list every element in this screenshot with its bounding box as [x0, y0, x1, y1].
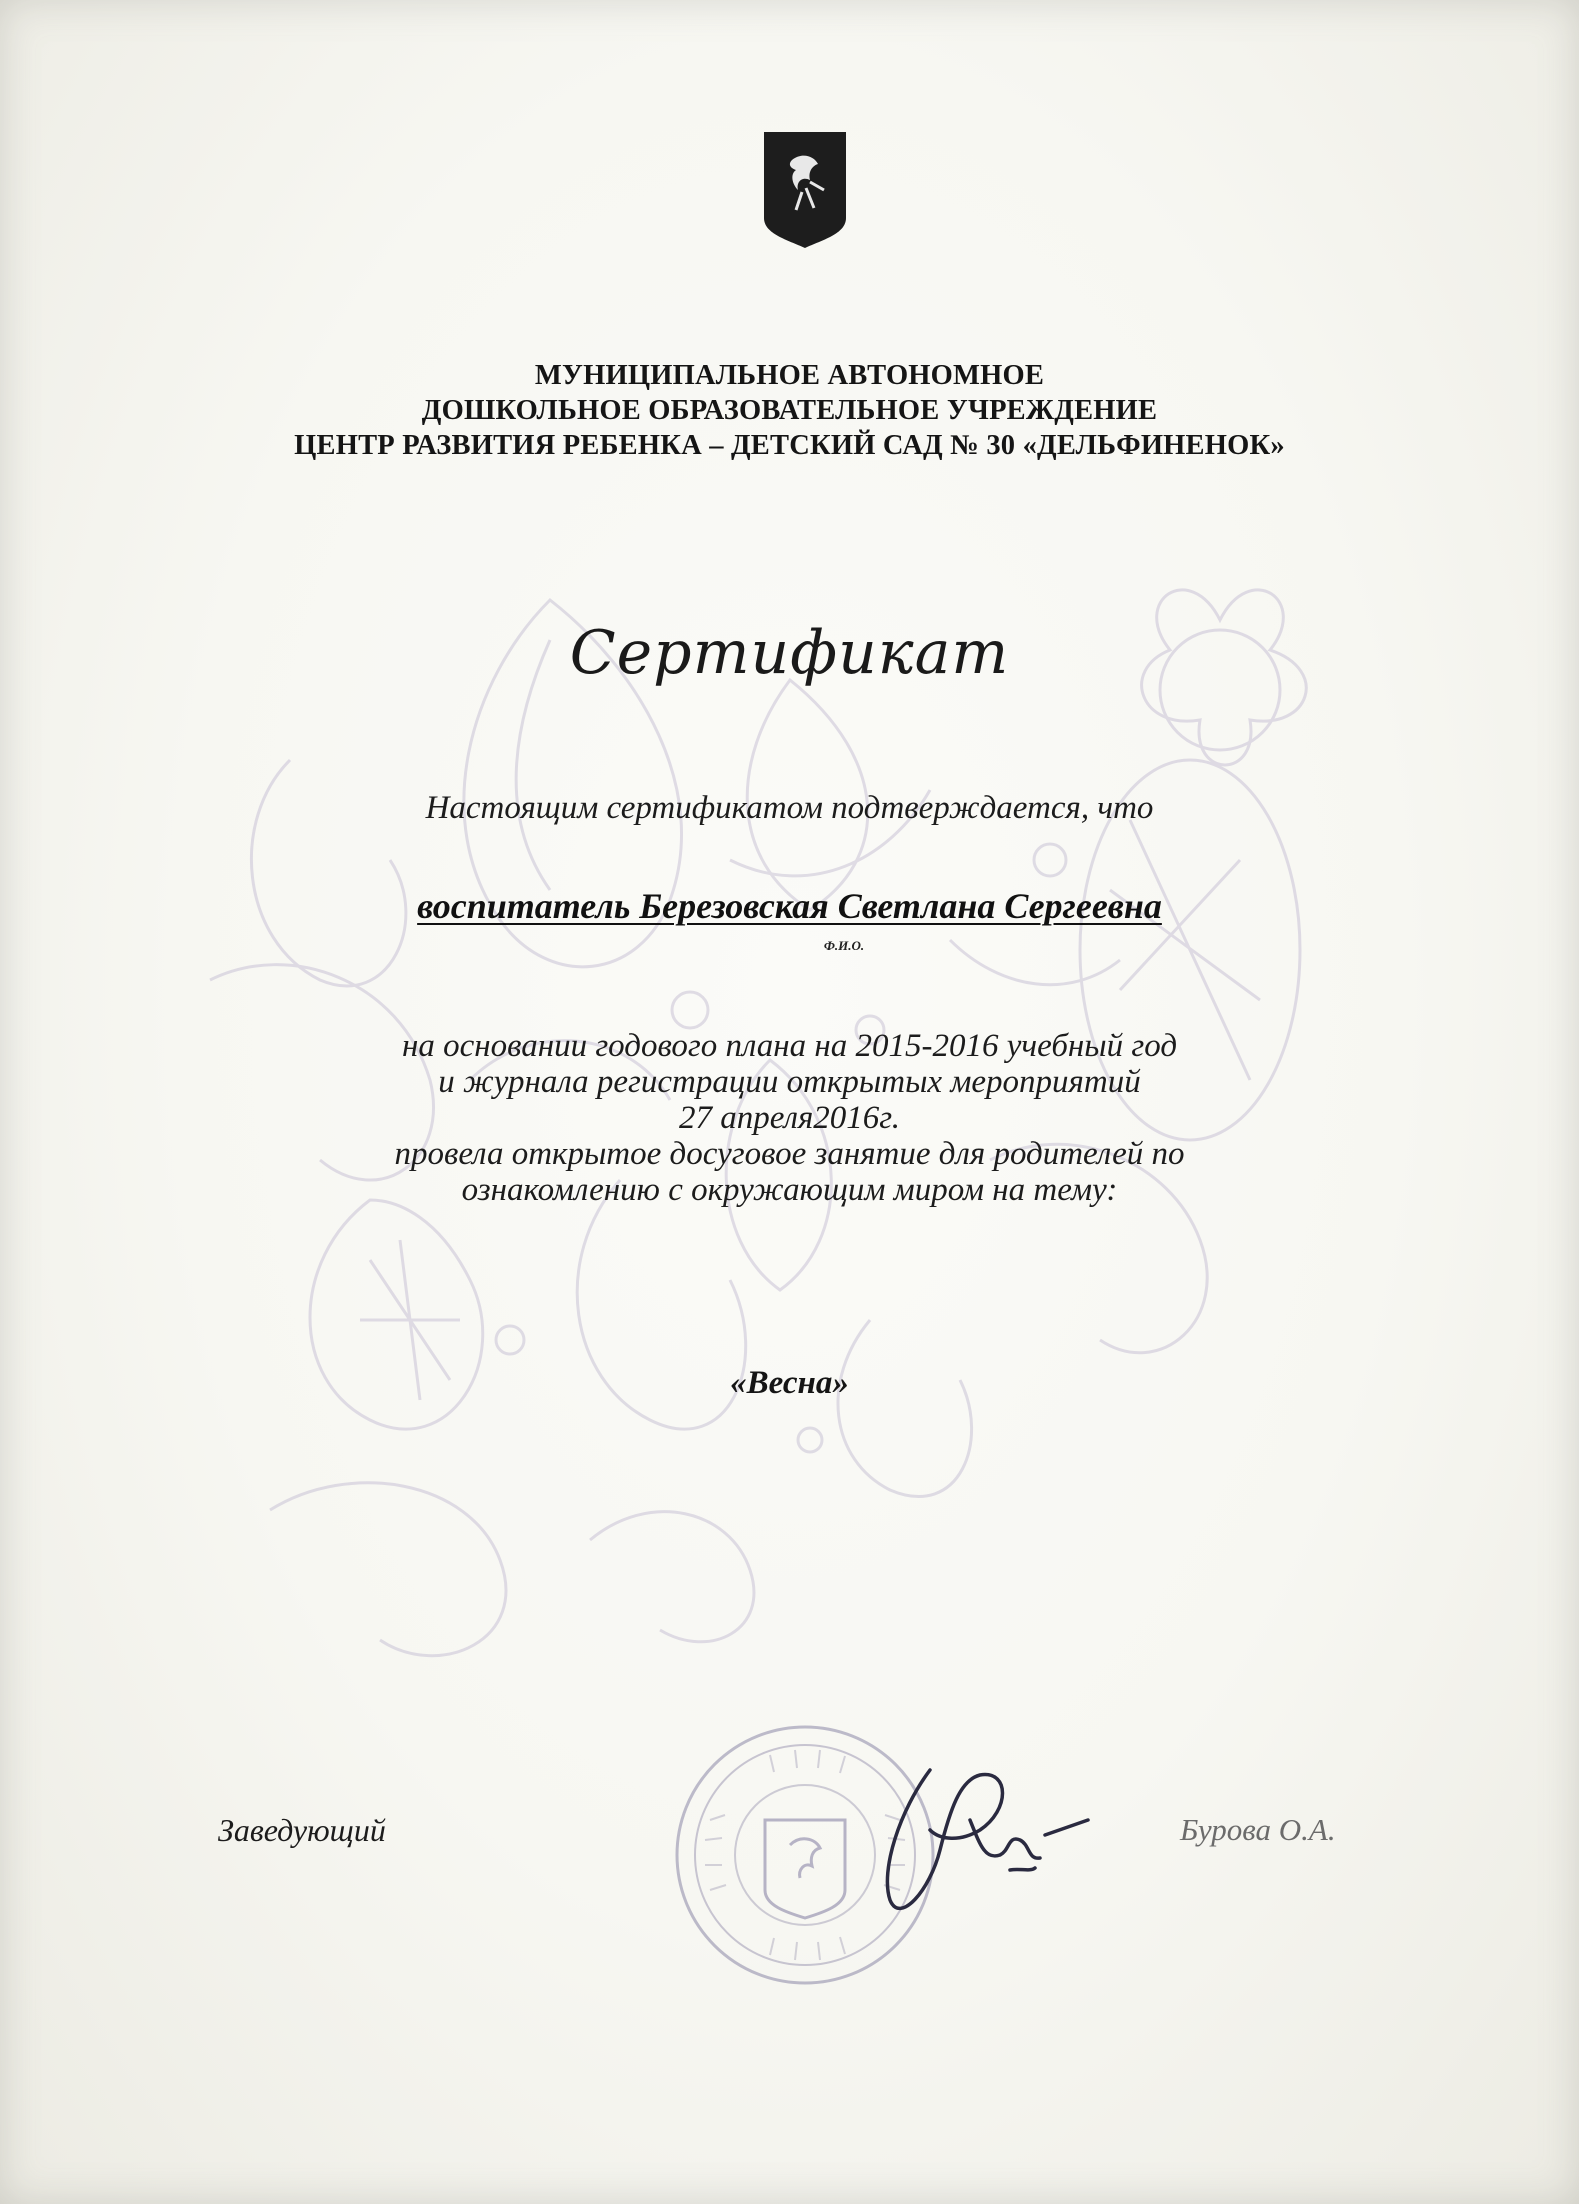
certificate-title: Сертификат [569, 618, 1010, 688]
handwritten-signature-icon [860, 1750, 1090, 1940]
body-line-1: на основании годового плана на 2015-2016 учебный год [401, 1028, 1178, 1064]
body-line-2: и журнала регистрации открытых мероприятий [438, 1064, 1141, 1100]
recipient-name: воспитатель Березовская Светлана Сергеевна [417, 886, 1162, 926]
institution-line-3: ЦЕНТР РАЗВИТИЯ РЕБЕНКА – ДЕТСКИЙ САД № 30 «ДЕЛЬФИНЕНОК» [294, 430, 1285, 461]
recipient-caption: Ф.И.О. [823, 938, 865, 953]
city-coat-of-arms-icon [762, 130, 848, 250]
body-line-3: 27 апреля2016г. [679, 1100, 900, 1136]
institution-line-1: МУНИЦИПАЛЬНОЕ АВТОНОМНОЕ [534, 360, 1045, 391]
institution-header [0, 358, 1579, 463]
signer-name: Бурова О.А. [1180, 1812, 1336, 1847]
lesson-topic: «Весна» [730, 1365, 849, 1401]
recipient-name-line [0, 885, 1579, 927]
institution-line-2: ДОШКОЛЬНОЕ ОБРАЗОВАТЕЛЬНОЕ УЧРЕЖДЕНИЕ [421, 395, 1158, 426]
certificate-body [0, 1028, 1579, 1208]
certificate-intro: Настоящим сертификатом подтверждается, что [425, 790, 1154, 826]
signer-position: Заведующий [218, 1812, 386, 1848]
body-line-4: провела открытое досуговое занятие для родителей по [394, 1136, 1185, 1172]
body-line-5: ознакомлению с окружающим миром на тему: [461, 1172, 1118, 1208]
